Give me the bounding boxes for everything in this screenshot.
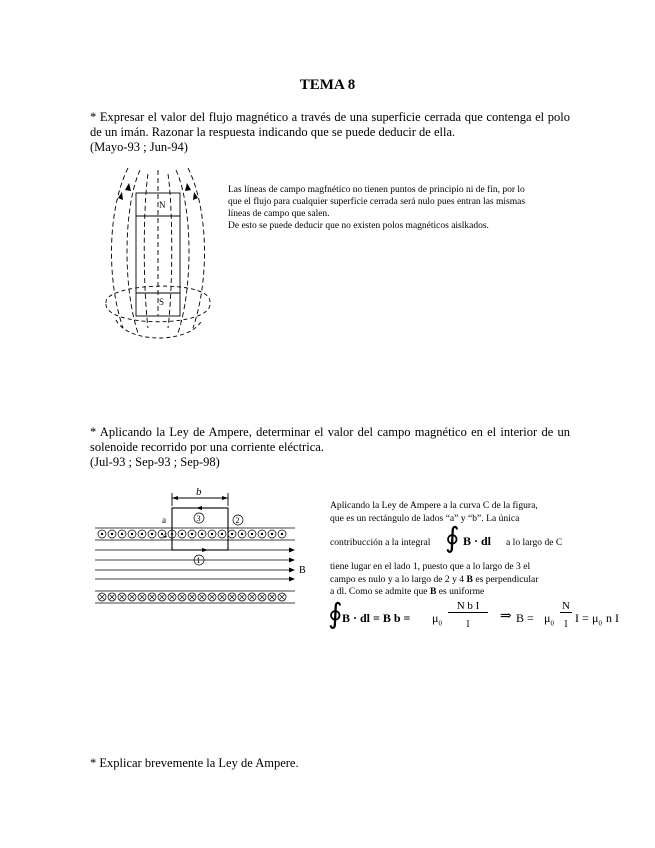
question-3: [90, 756, 570, 771]
answer-1-line: que el flujo para cualquier superficie cerrada será nulo pues entran las mismas: [228, 197, 526, 207]
question-2-text: * Aplicando la Ley de Ampere, determinar el valor del campo magnético en el interior de un solenoide recorrido por una corriente eléctrica.: [90, 425, 570, 454]
page-title: TEMA 8: [299, 77, 356, 93]
answer-2-line: campo es nulo y a lo largo de 2 y 4 B es perpendicular: [330, 573, 539, 585]
question-1-sources: (Mayo-93 ; Jun-94): [90, 140, 188, 154]
question-1-text: * Expresar el valor del flujo magnético a través de una superficie cerrada que contenga el polo de un imán. Razonar la respuesta indicando que se puede deducir de ella.: [90, 110, 570, 139]
pole-s-label: S: [159, 297, 165, 307]
answer-2-line: Aplicando la Ley de Ampere a la curva C de la figura,: [330, 500, 538, 511]
side-4-label: 4: [163, 531, 167, 540]
implies-arrow-icon: ⇒: [500, 609, 512, 624]
side-1-label: 1: [196, 556, 201, 565]
side-3-label: 3: [196, 514, 201, 523]
question-3-text: * Explicar brevemente la Ley de Ampere.: [90, 756, 299, 770]
side-a-label: a: [162, 515, 166, 525]
answer-2-line: a dl. Como se admite que B es uniforme: [330, 586, 485, 597]
answer-1-line: líneas de campo que salen.: [228, 209, 330, 219]
question-1: [90, 110, 570, 155]
contour-integral-icon: ∮: [328, 599, 343, 630]
answer-1-line: De esto se puede deducir que no existen polos magnéticos aislkados.: [228, 221, 489, 231]
answer-2: [330, 500, 566, 599]
answer-1-line: Las líneas de campo magfnético no tienen puntos de principio ni de fin, por lo: [228, 185, 525, 195]
question-2: [90, 425, 570, 470]
length-label: b: [196, 486, 202, 498]
answer-2-integral-line: contribucción a la integral ∮ B · dl a lo largo de C: [330, 523, 563, 554]
answer-1: [228, 184, 573, 232]
field-b-label: B: [299, 565, 306, 576]
solenoid-figure: [95, 484, 310, 609]
ampere-equation: ∮ B · dl = B b = $\mu_0$ N b I l ⇒ B = $\mu_0$ N l I = $\mu_0$ n I: [328, 599, 619, 630]
answer-2-line: que es un rectángulo de lados “a” y “b”. La única: [330, 512, 520, 524]
answer-2-line: tiene lugar en el lado 1, puesto que a lo largo de 3 el: [330, 561, 531, 572]
question-2-sources: (Jul-93 ; Sep-93 ; Sep-98): [90, 455, 220, 469]
magnet-flux-figure: [98, 168, 218, 348]
contour-integral-icon: ∮: [445, 523, 460, 554]
side-2-label: 2: [235, 516, 240, 525]
pole-n-label: N: [159, 200, 166, 210]
